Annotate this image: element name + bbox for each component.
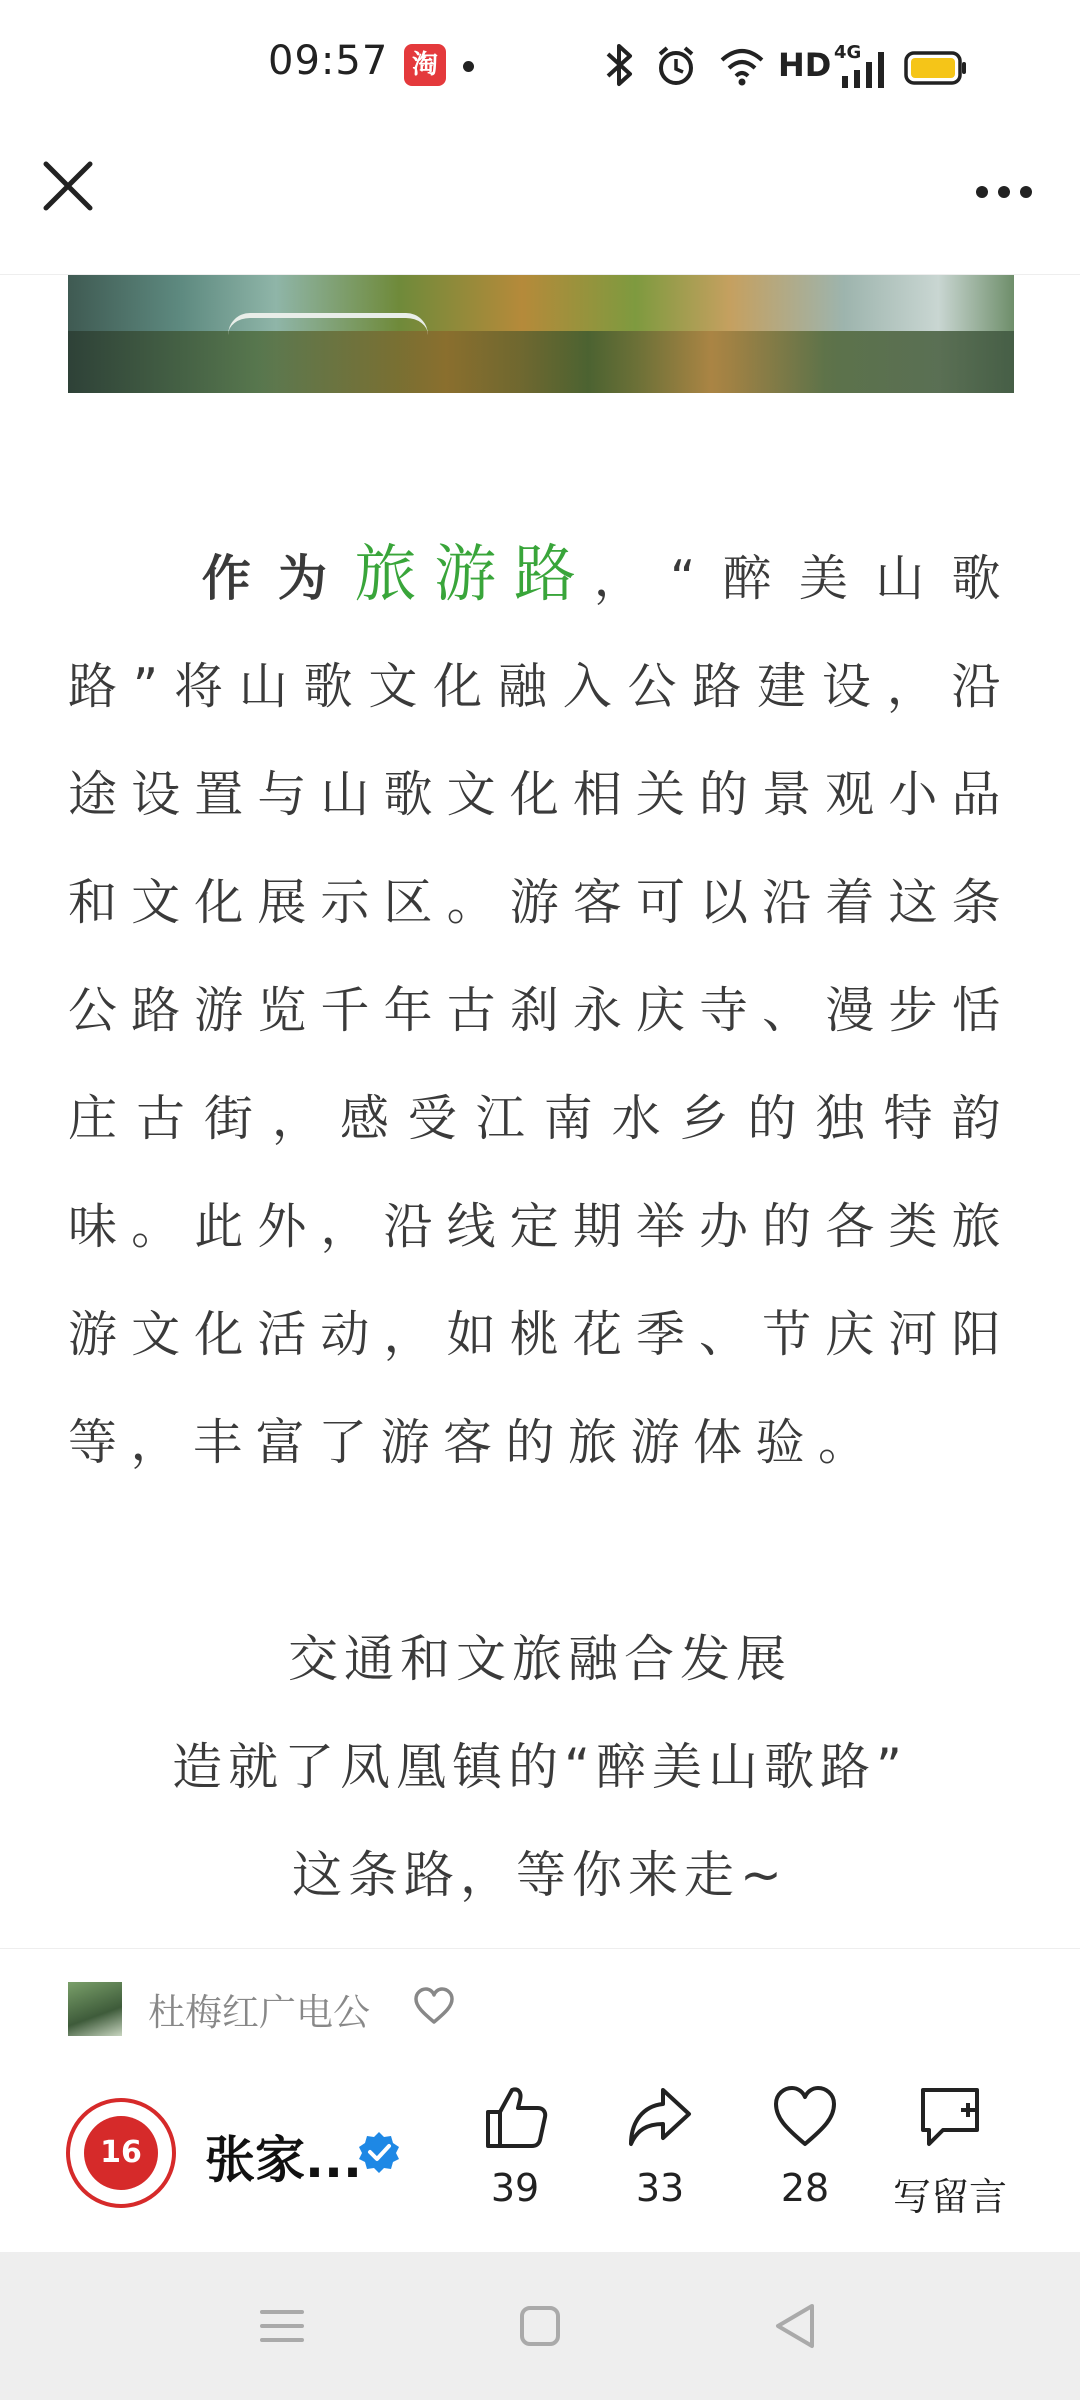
write-comment-label: 写留言 bbox=[892, 2175, 1007, 2219]
status-icons bbox=[602, 40, 1022, 96]
article-banner-image bbox=[68, 275, 1014, 393]
closing-line-3: 这条路，等你来走~ bbox=[292, 1846, 788, 1904]
status-time: 09:57 bbox=[268, 38, 389, 84]
status-bar bbox=[0, 0, 1080, 135]
wifi-icon bbox=[718, 46, 766, 86]
article-paragraph bbox=[68, 520, 1014, 1497]
paragraph-body: ，“醉美山歌路”将山歌文化融入公路建设，沿途设置与山歌文化相关的景观小品和文化展示区。游客可以沿着这条公路游览千年古刹永庆寺、漫步恬庄古街，感受江南水乡的独特韵味。此外，沿线定期举办的各类旅游文化活动，如桃花季、节庆河阳等，丰富了游客的旅游体验。 bbox=[68, 550, 1014, 1471]
closing-line-2: 造就了凤凰镇的“醉美山歌路” bbox=[172, 1738, 908, 1796]
like-count: 39 bbox=[490, 2166, 540, 2210]
heart-outline-icon[interactable] bbox=[412, 1986, 456, 2026]
network-type: 4G bbox=[834, 42, 862, 63]
thumbs-up-icon bbox=[480, 2082, 550, 2152]
account-logo[interactable] bbox=[66, 2098, 176, 2208]
verified-icon bbox=[357, 2130, 401, 2174]
highlight-text: 旅游路 bbox=[354, 537, 594, 610]
heart-icon bbox=[770, 2082, 840, 2152]
signal-icon bbox=[838, 46, 894, 90]
share-count: 33 bbox=[635, 2166, 685, 2210]
menu-nav-icon[interactable] bbox=[250, 2294, 314, 2358]
bridge-shape bbox=[228, 313, 428, 335]
favorite-count: 28 bbox=[780, 2166, 830, 2210]
closing-line-1: 交通和文旅融合发展 bbox=[288, 1630, 792, 1688]
closing-lines bbox=[0, 1605, 1080, 1929]
share-button[interactable] bbox=[590, 2082, 730, 2232]
alarm-icon bbox=[656, 44, 696, 88]
account-name[interactable]: 张家... bbox=[205, 2131, 362, 2189]
paragraph-lead: 作为 bbox=[188, 550, 355, 607]
notification-dot bbox=[463, 61, 474, 72]
like-button[interactable] bbox=[445, 2082, 585, 2232]
author-name[interactable]: 杜梅红广电公 bbox=[148, 1991, 370, 2034]
top-bar bbox=[0, 135, 1080, 275]
taobao-app-icon: 淘 bbox=[404, 44, 446, 86]
share-icon bbox=[625, 2082, 695, 2152]
battery-icon bbox=[904, 50, 968, 86]
home-nav-icon[interactable] bbox=[508, 2294, 572, 2358]
back-nav-icon[interactable] bbox=[764, 2294, 828, 2358]
favorite-button[interactable] bbox=[735, 2082, 875, 2232]
hd-indicator: HD bbox=[778, 46, 832, 84]
more-icon[interactable] bbox=[964, 160, 1044, 224]
write-comment-button[interactable] bbox=[880, 2082, 1020, 2232]
comment-icon bbox=[915, 2082, 985, 2152]
bluetooth-icon bbox=[602, 40, 638, 90]
author-avatar[interactable] bbox=[68, 1982, 122, 2036]
account-logo-mark: 16 bbox=[84, 2116, 158, 2190]
close-icon[interactable] bbox=[36, 154, 100, 218]
